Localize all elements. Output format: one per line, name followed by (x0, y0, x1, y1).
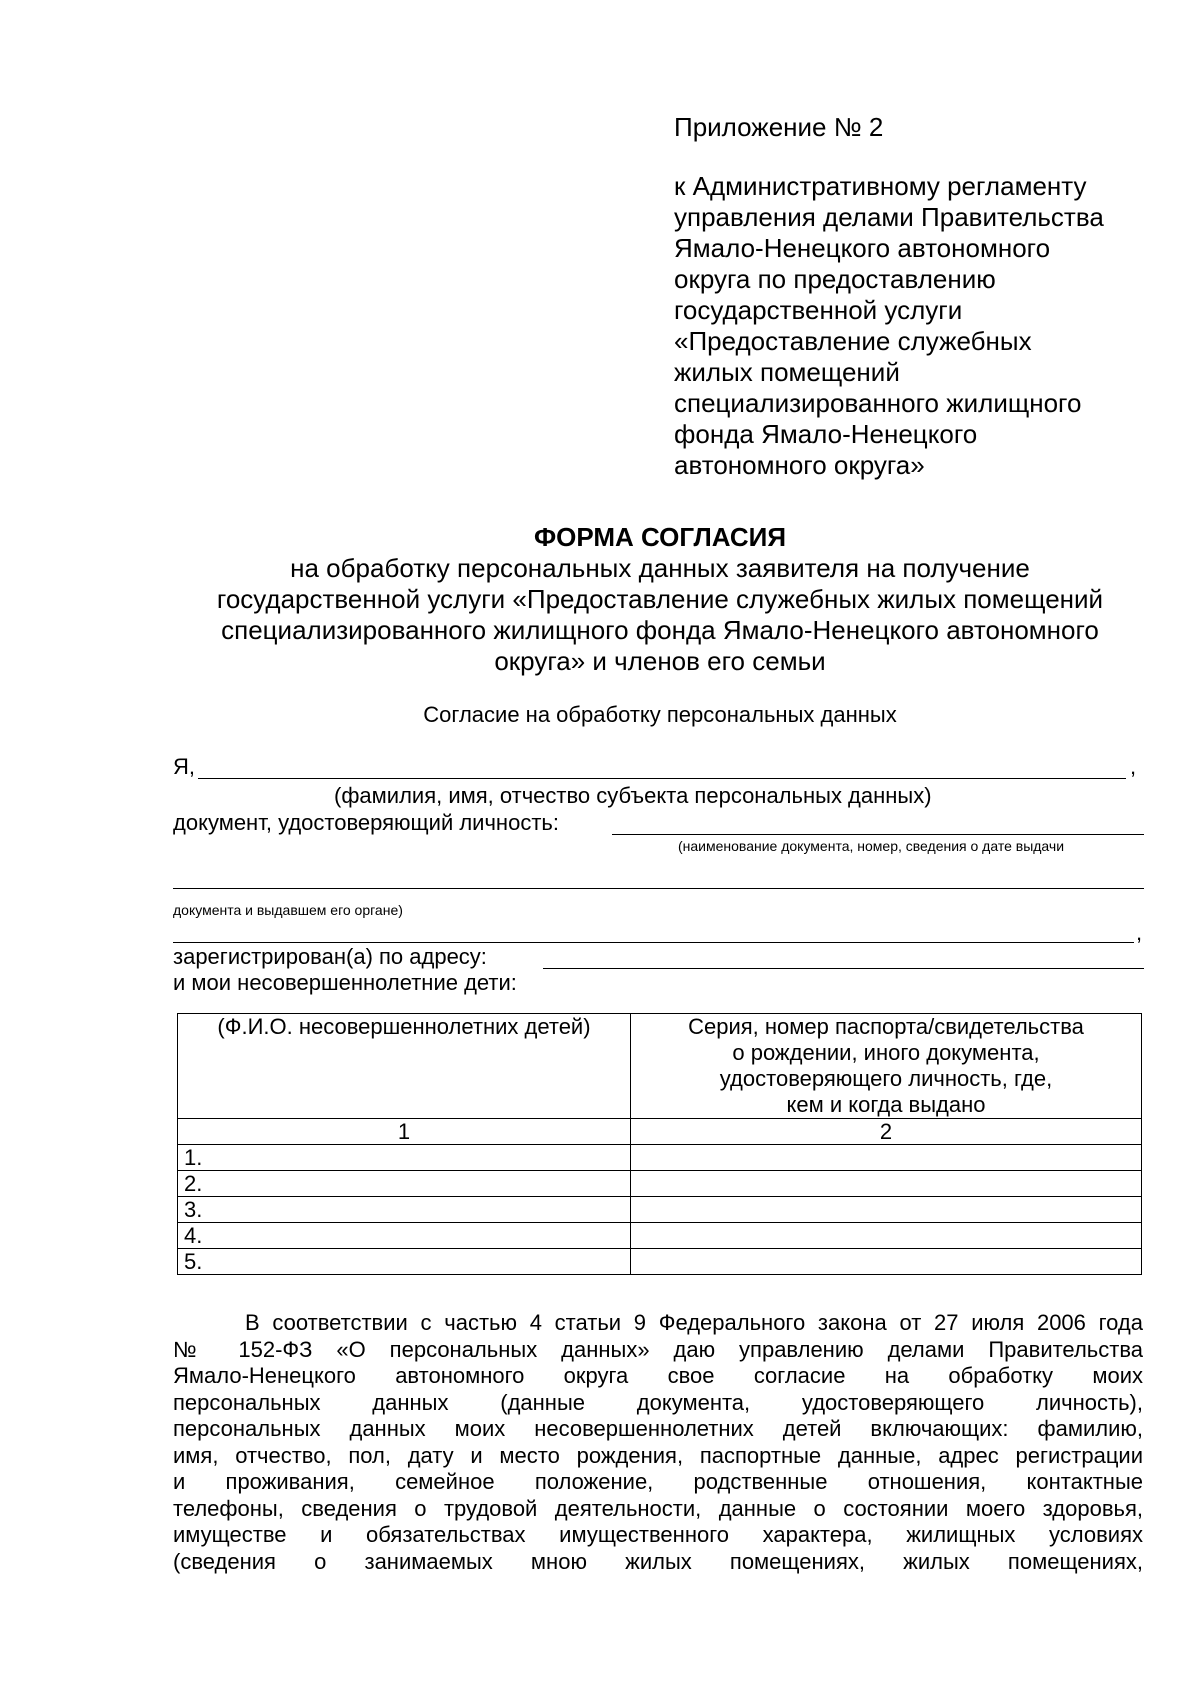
appendix-line: округа по предоставлению (674, 264, 996, 294)
body-line: (сведения о занимаемых мною жилых помещениях, жилых помещениях, (173, 1548, 1143, 1574)
appendix-number: Приложение № 2 (674, 112, 884, 142)
appendix-line: фонда Ямало-Ненецкого (674, 419, 978, 449)
column-index: 2 (631, 1119, 1142, 1145)
form-title: ФОРМА СОГЛАСИЯ (533, 522, 787, 552)
consent-heading: Согласие на обработку персональных данных (423, 702, 897, 727)
column-index: 1 (178, 1119, 631, 1145)
body-line: В соответствии с частью 4 статьи 9 Федерального закона от 27 июля 2006 года (245, 1310, 1143, 1335)
i-prefix: Я, (173, 754, 195, 779)
doc-hint-2: документа и выдавшем его органе) (173, 902, 403, 918)
table-row (178, 1223, 1142, 1249)
appendix-line: «Предоставление служебных (674, 326, 1032, 356)
header-doc-line: кем и когда выдано (786, 1092, 986, 1117)
appendix-line: управления делами Правительства (674, 202, 1104, 232)
body-line: персональных данных моих несовершеннолетних детей включающих: фамилию, (173, 1416, 1143, 1441)
header-child-name: (Ф.И.О. несовершеннолетних детей) (178, 1014, 631, 1119)
row-document-cell[interactable] (631, 1145, 1142, 1171)
row-number[interactable]: 5. (178, 1249, 631, 1275)
appendix-reference (674, 171, 1174, 481)
subtitle-line: на обработку персональных данных заявителя на получение (290, 553, 1030, 583)
appendix-line: государственной услуги (674, 295, 963, 325)
form-title-block (160, 522, 1160, 677)
form-subtitle (160, 553, 1160, 677)
doc-hint-1: (наименование документа, номер, сведения о дате выдачи (678, 838, 1065, 854)
consent-body (173, 1310, 1143, 1575)
doc-label: документ, удостоверяющий личность: (173, 810, 559, 835)
body-line: Ямало-Ненецкого автономного округа свое согласие на обработку моих (173, 1363, 1143, 1388)
row-document-cell[interactable] (631, 1171, 1142, 1197)
subtitle-line: округа» и членов его семьи (494, 646, 826, 676)
header-doc-line: о рождении, иного документа, (732, 1040, 1040, 1065)
children-table (177, 1013, 1142, 1275)
table-row (178, 1249, 1142, 1275)
body-line: № 152-ФЗ «О персональных данных» даю управлению делами Правительства (173, 1336, 1143, 1362)
body-line: имя, отчество, пол, дату и место рождения, паспортные данные, адрес регистрации (173, 1442, 1143, 1468)
header-doc-line: удостоверяющего личность, где, (719, 1066, 1053, 1091)
row-document-cell[interactable] (631, 1197, 1142, 1223)
appendix-line: специализированного жилищного (674, 388, 1082, 418)
fio-suffix: , (1130, 754, 1137, 779)
body-line: персональных данных (данные документа, удостоверяющего личность), (173, 1389, 1143, 1415)
appendix-line: Ямало-Ненецкого автономного (674, 233, 1051, 263)
address-field-line[interactable] (543, 968, 1144, 969)
doc-field-line[interactable] (612, 834, 1144, 835)
subtitle-line: специализированного жилищного фонда Ямало-Ненецкого автономного (221, 615, 1099, 645)
fio-hint: (фамилия, имя, отчество субъекта персональных данных) (334, 783, 932, 808)
fio-field-line[interactable] (198, 778, 1126, 779)
row-number[interactable]: 2. (178, 1171, 631, 1197)
appendix-block (674, 112, 1174, 481)
blank-line-suffix: , (1136, 920, 1143, 945)
body-line: и проживания, семейное положение, родственные отношения, контактные (173, 1469, 1143, 1494)
appendix-line: жилых помещений (674, 357, 900, 387)
table-header-row (178, 1014, 1142, 1119)
address-label: зарегистрирован(а) по адресу: (173, 944, 487, 969)
body-line: имуществе и обязательствах имущественного характера, жилищных условиях (173, 1522, 1143, 1547)
header-doc-line: Серия, номер паспорта/свидетельства (688, 1014, 1084, 1039)
header-child-document (631, 1014, 1142, 1119)
appendix-line: к Административному регламенту (674, 171, 1087, 201)
table-index-row (178, 1119, 1142, 1145)
doc-field-line-2[interactable] (173, 888, 1144, 889)
table-row (178, 1197, 1142, 1223)
row-document-cell[interactable] (631, 1223, 1142, 1249)
children-label: и мои несовершеннолетние дети: (173, 970, 517, 995)
subtitle-line: государственной услуги «Предоставление служебных жилых помещений (216, 584, 1104, 614)
table-row (178, 1171, 1142, 1197)
row-document-cell[interactable] (631, 1249, 1142, 1275)
appendix-line: автономного округа» (674, 450, 925, 480)
row-number[interactable]: 1. (178, 1145, 631, 1171)
table-row (178, 1145, 1142, 1171)
row-number[interactable]: 4. (178, 1223, 631, 1249)
blank-field-line[interactable] (173, 942, 1134, 943)
body-line: телефоны, сведения о трудовой деятельности, данные о состоянии моего здоровья, (173, 1495, 1143, 1521)
row-number[interactable]: 3. (178, 1197, 631, 1223)
